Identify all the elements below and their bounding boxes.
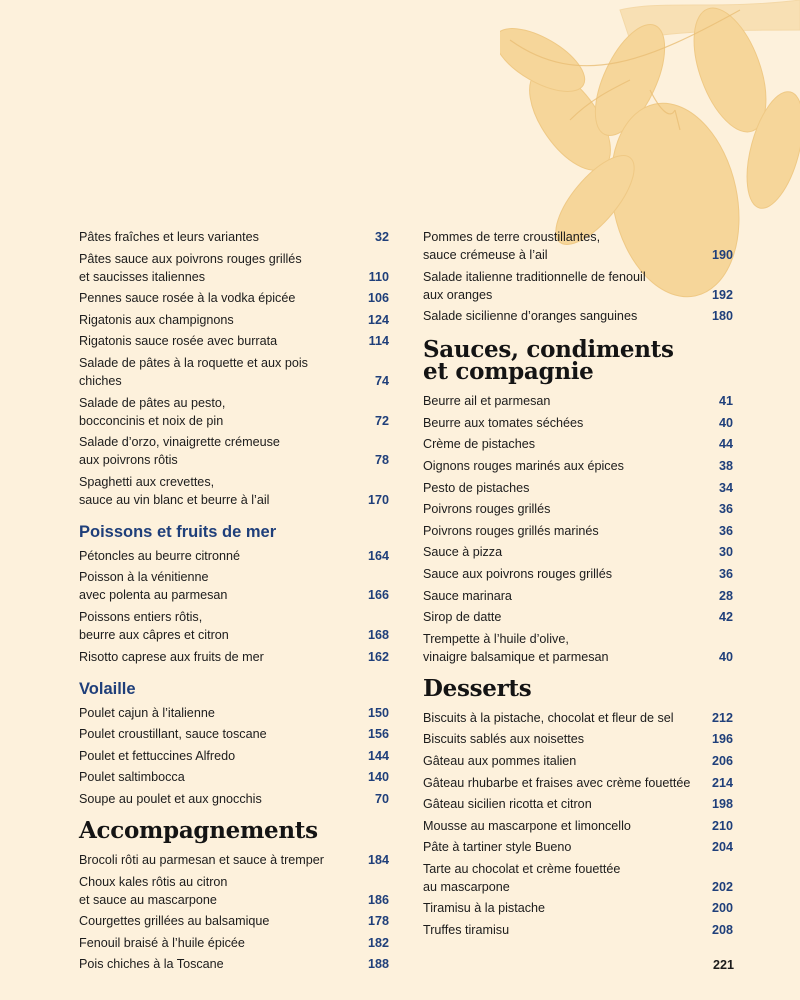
toc-entry[interactable] [423,522,733,540]
toc-entry[interactable] [79,747,389,765]
toc-entry[interactable] [79,955,389,973]
toc-entry[interactable] [423,817,733,835]
toc-entry[interactable] [79,250,389,286]
entry-title: Gâteau aux pommes italien [423,753,577,768]
sauces-list [423,392,733,666]
toc-entry[interactable] [423,752,733,770]
entry-page: 140 [367,770,389,785]
entry-page: 200 [711,901,733,916]
entry-title: Courgettes grillées au balsamique [79,914,270,929]
section-heading-sauces: Sauces, condiments et compagnie [423,336,674,386]
toc-left-column [79,228,389,977]
toc-entry[interactable] [79,648,389,666]
entry-title: Rigatonis aux champignons [79,312,234,327]
entry-page: 210 [711,818,733,833]
entry-page: 30 [718,545,733,560]
toc-entry[interactable] [423,500,733,518]
section-heading-sides: Accompagnements [79,816,318,844]
entry-page: 166 [367,588,389,603]
entry-title: Gâteau rhubarbe et fraises avec crème fouettée [423,775,691,790]
section-heading-poultry: Volaille [79,679,136,698]
entry-title: Pâtes fraîches et leurs variantes [79,230,259,244]
toc-entry[interactable] [79,912,389,930]
entry-page: 182 [367,935,389,950]
entry-page: 44 [718,437,733,452]
pasta-list [79,228,389,509]
entry-title: Tarte au chocolat et crème fouettée au mascarpone [423,861,621,894]
entry-page: 162 [367,649,389,664]
entry-page: 198 [711,797,733,812]
entry-title: Fenouil braisé à l’huile épicée [79,935,245,950]
entry-page: 204 [711,840,733,855]
toc-entry[interactable] [79,473,389,509]
entry-title: Sauce aux poivrons rouges grillés [423,566,613,581]
entry-title: Soupe au poulet et aux gnocchis [79,791,262,806]
toc-entry[interactable] [79,725,389,743]
entry-page: 36 [718,523,733,538]
entry-page: 32 [374,230,389,244]
entry-page: 38 [718,458,733,473]
entry-title: Truffes tiramisu [423,923,510,938]
toc-entry[interactable] [79,851,389,869]
toc-entry[interactable] [423,860,733,896]
entry-page: 184 [367,852,389,867]
entry-title: Oignons rouges marinés aux épices [423,458,624,473]
entry-page: 124 [367,312,389,327]
toc-entry[interactable] [79,568,389,604]
section-heading-desserts: Desserts [423,674,532,702]
entry-page: 208 [711,923,733,938]
entry-title: Mousse au mascarpone et limoncello [423,818,631,833]
entry-title: Crème de pistaches [423,437,535,452]
entry-page: 42 [718,610,733,625]
entry-title: Tiramisu à la pistache [423,901,546,916]
entry-title: Pennes sauce rosée à la vodka épicée [79,291,296,306]
entry-title: Biscuits sablés aux noisettes [423,732,585,747]
toc-entry[interactable] [79,768,389,786]
desserts-list [423,709,733,939]
toc-entry[interactable] [423,899,733,917]
toc-entry[interactable] [423,838,733,856]
section-heading-fish: Poissons et fruits de mer [79,522,277,541]
entry-page: 40 [718,649,733,664]
entry-page: 34 [718,480,733,495]
entry-page: 192 [711,287,733,302]
entry-page: 196 [711,732,733,747]
sides-list [79,851,389,973]
entry-page: 168 [367,627,389,642]
entry-title: Poulet saltimbocca [79,770,185,785]
entry-title: Brocoli rôti au parmesan et sauce à tremper [79,852,324,867]
poultry-list [79,704,389,808]
toc-entry[interactable] [423,543,733,561]
entry-page: 114 [368,334,389,349]
toc-entry[interactable] [423,587,733,605]
entry-title: Poivrons rouges grillés [423,502,551,517]
entry-title: Trempette à l’huile d’olive, vinaigre balsamique et parmesan [423,631,609,664]
toc-entry[interactable] [423,774,733,792]
entry-page: 40 [718,415,733,430]
toc-entry[interactable] [423,730,733,748]
toc-right-column [423,228,733,943]
toc-entry[interactable] [79,934,389,952]
entry-page: 180 [711,309,733,324]
entry-title: Pommes de terre croustillantes, sauce crémeuse à l’ail [423,230,601,262]
entry-title: Rigatonis sauce rosée avec burrata [79,334,278,349]
toc-entry[interactable] [79,790,389,808]
toc-entry[interactable] [79,433,389,469]
entry-page: 156 [367,727,389,742]
entry-page: 28 [718,588,733,603]
entry-title: Pétoncles au beurre citronné [79,548,241,563]
toc-entry[interactable] [79,608,389,644]
toc-entry[interactable] [79,311,389,329]
entry-title: Sirop de datte [423,610,502,625]
fish-list [79,547,389,666]
toc-entry[interactable] [423,392,733,410]
toc-entry[interactable] [423,709,733,727]
entry-page: 36 [718,566,733,581]
entry-page: 70 [374,791,389,806]
entry-page: 186 [367,892,389,907]
toc-entry[interactable] [423,435,733,453]
entry-title: Pesto de pistaches [423,480,530,495]
entry-title: Biscuits à la pistache, chocolat et fleur de sel [423,710,674,725]
toc-entry[interactable] [79,289,389,307]
toc-entry[interactable] [423,414,733,432]
toc-entry[interactable] [79,704,389,722]
toc-entry[interactable] [79,332,389,350]
entry-title: Salade de pâtes à la roquette et aux pois chiches [79,355,308,388]
entry-title: Poulet cajun à l’italienne [79,705,215,720]
entry-title: Beurre aux tomates séchées [423,415,584,430]
entry-title: Salade italienne traditionnelle de fenouil aux oranges [423,269,646,302]
toc-entry[interactable] [423,457,733,475]
entry-page: 212 [711,710,733,725]
entry-title: Salade de pâtes au pesto, bocconcinis et noix de pin [79,395,226,428]
toc-entry[interactable] [423,565,733,583]
entry-title: Poivrons rouges grillés marinés [423,523,599,538]
entry-title: Pois chiches à la Toscane [79,957,224,972]
entry-page: 41 [718,394,733,409]
entry-title: Poissons entiers rôtis, beurre aux câpres et citron [79,609,229,642]
entry-title: Salade sicilienne d’oranges sanguines [423,309,638,324]
entry-page: 74 [374,373,389,388]
entry-title: Pâte à tartiner style Bueno [423,840,572,855]
entry-page: 188 [367,957,389,972]
toc-entry[interactable] [423,608,733,626]
entry-title: Sauce marinara [423,588,512,603]
entry-page: 178 [367,914,389,929]
entry-title: Salade d’orzo, vinaigrette crémeuse aux poivrons rôtis [79,435,280,468]
entry-title: Beurre ail et parmesan [423,394,551,409]
toc-entry[interactable] [423,228,733,264]
entry-page: 206 [711,753,733,768]
entry-page: 106 [367,291,389,306]
toc-entry[interactable] [79,228,389,246]
toc-entry[interactable] [79,354,389,390]
entry-title: Poulet et fettuccines Alfredo [79,748,236,763]
toc-entry[interactable] [79,873,389,909]
toc-entry[interactable] [79,547,389,565]
toc-entry[interactable] [423,921,733,939]
entry-title: Pâtes sauce aux poivrons rouges grillés et saucisses italiennes [79,251,302,284]
entry-page: 36 [718,502,733,517]
toc-entry[interactable] [423,268,733,304]
toc-entry[interactable] [423,307,733,325]
entry-page: 190 [711,248,733,262]
entry-page: 78 [374,453,389,468]
entry-title: Choux kales rôtis au citron et sauce au mascarpone [79,874,228,907]
entry-title: Sauce à pizza [423,545,503,560]
entry-title: Spaghetti aux crevettes, sauce au vin blanc et beurre à l’ail [79,474,270,507]
toc-entry[interactable] [423,795,733,813]
toc-entry[interactable] [79,394,389,430]
entry-page: 214 [711,775,733,790]
entry-page: 202 [711,879,733,894]
entry-title: Gâteau sicilien ricotta et citron [423,797,592,812]
sides-continued-list [423,228,733,325]
entry-page: 144 [367,748,389,763]
toc-entry[interactable] [423,479,733,497]
entry-title: Risotto caprese aux fruits de mer [79,649,264,664]
entry-page: 110 [368,269,389,284]
toc-entry[interactable] [423,630,733,666]
entry-page: 170 [367,492,389,507]
entry-page: 164 [367,548,389,563]
entry-title: Poulet croustillant, sauce toscane [79,727,267,742]
page-number: 221 [712,958,734,972]
entry-page: 72 [374,413,389,428]
entry-title: Poisson à la vénitienne avec polenta au parmesan [79,570,228,603]
entry-page: 150 [367,705,389,720]
